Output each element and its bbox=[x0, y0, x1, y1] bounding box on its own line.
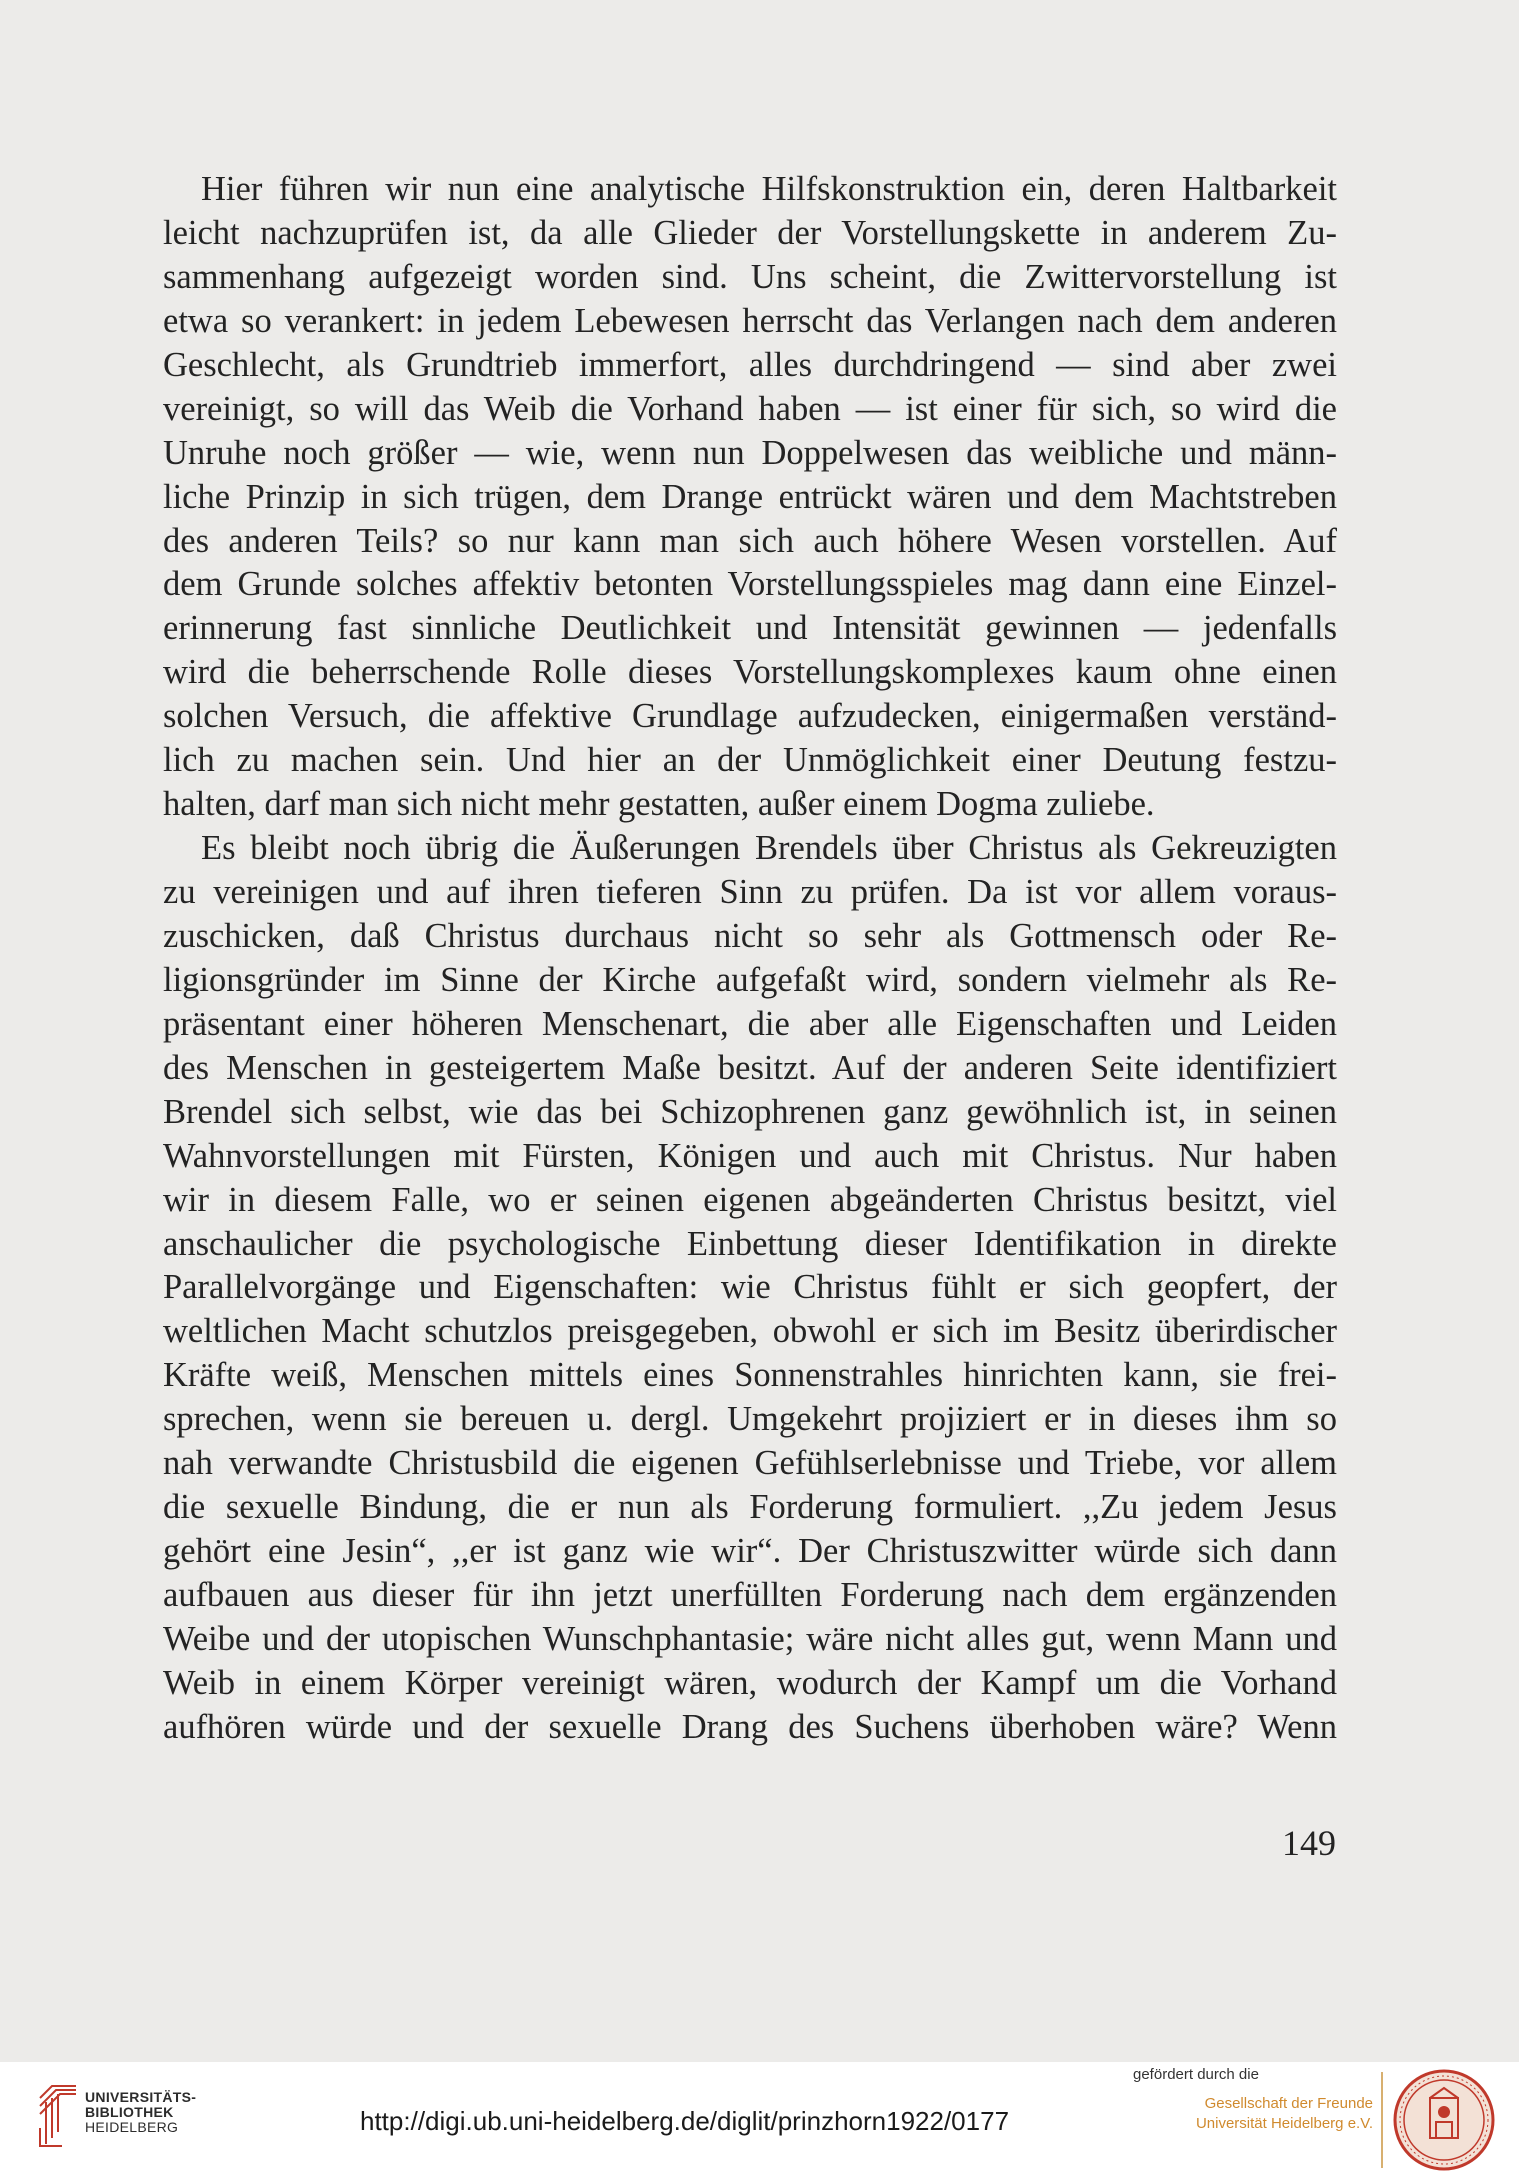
text-line: vereinigt, so will das Weib die Vorhand haben — ist einer für sich, so wird die bbox=[163, 389, 1337, 428]
text-line: sprechen, wenn sie bereuen u. dergl. Umgekehrt projiziert er in dieses ihm so bbox=[163, 1400, 1337, 1439]
text-line: halten, darf man sich nicht mehr gestatten, außer einem Dogma zuliebe. bbox=[163, 785, 1155, 824]
library-name-line: BIBLIOTHEK bbox=[85, 2104, 174, 2120]
text-line: Weibe und der utopischen Wunschphantasie; wäre nicht alles gut, wenn Mann und bbox=[163, 1619, 1337, 1658]
text-line: aufbauen aus dieser für ihn jetzt unerfüllten Forderung nach dem ergänzenden bbox=[163, 1576, 1337, 1614]
text-line: zu vereinigen und auf ihren tieferen Sinn zu prüfen. Da ist vor allem voraus- bbox=[163, 873, 1337, 911]
body-text bbox=[163, 168, 1337, 1750]
text-line: erinnerung fast sinnliche Deutlichkeit und Intensität gewinnen — jedenfalls bbox=[163, 609, 1337, 648]
text-line: etwa so verankert: in jedem Lebewesen herrscht das Verlangen nach dem anderen bbox=[163, 301, 1337, 340]
text-line: sammenhang aufgezeigt worden sind. Uns scheint, die Zwittervorstellung ist bbox=[163, 257, 1337, 296]
text-line: Unruhe noch größer — wie, wenn nun Doppelwesen das weibliche und männ- bbox=[163, 433, 1337, 472]
text-line: liche Prinzip in sich trügen, dem Drange entrückt wären und dem Machtstreben bbox=[163, 477, 1337, 516]
text-line: weltlichen Macht schutzlos preisgegeben, obwohl er sich im Besitz überirdischer bbox=[163, 1312, 1337, 1351]
text-line: Kräfte weiß, Menschen mittels eines Sonnenstrahles hinrichten kann, sie frei- bbox=[163, 1356, 1337, 1395]
text-line: dem Grunde solches affektiv betonten Vorstellungsspieles mag dann eine Einzel- bbox=[163, 565, 1337, 604]
text-line: präsentant einer höheren Menschenart, die aber alle Eigenschaften und Leiden bbox=[163, 1004, 1337, 1043]
text-line: des Menschen in gesteigertem Maße besitzt. Auf der anderen Seite identifiziert bbox=[163, 1048, 1337, 1087]
text-line: solchen Versuch, die affektive Grundlage aufzudecken, einigermaßen verständ- bbox=[163, 697, 1337, 736]
text-line: aufhören würde und der sexuelle Drang des Suchens überhoben wäre? Wenn bbox=[163, 1707, 1337, 1746]
text-line: Geschlecht, als Grundtrieb immerfort, alles durchdringend — sind aber zwei bbox=[163, 345, 1337, 384]
sponsor-name-line: Gesellschaft der Freunde bbox=[1204, 2095, 1373, 2112]
library-name-line: UNIVERSITÄTS- bbox=[85, 2089, 197, 2105]
text-line: nah verwandte Christusbild die eigenen Gefühlserlebnisse und Triebe, vor allem bbox=[163, 1444, 1337, 1483]
text-line: gehört eine Jesin“, ,,er ist ganz wie wir“. Der Christuszwitter würde sich dann bbox=[163, 1532, 1337, 1571]
sponsor-name bbox=[1133, 2094, 1373, 2134]
library-name bbox=[85, 2090, 196, 2135]
text-line: ligionsgründer im Sinne der Kirche aufgefaßt wird, sondern vielmehr als Re- bbox=[163, 960, 1337, 999]
text-line: die sexuelle Bindung, die er nun als Forderung formuliert. ,,Zu jedem Jesus bbox=[163, 1488, 1337, 1527]
text-line: wird die beherrschende Rolle dieses Vorstellungskomplexes kaum ohne einen bbox=[163, 653, 1337, 692]
sponsor-name-line: Universität Heidelberg e.V. bbox=[1195, 2115, 1373, 2132]
library-logo-icon bbox=[36, 2078, 80, 2148]
text-line: Parallelvorgänge und Eigenschaften: wie Christus fühlt er sich geopfert, der bbox=[163, 1268, 1337, 1307]
text-line: zuschicken, daß Christus durchaus nicht so sehr als Gottmensch oder Re- bbox=[163, 916, 1337, 955]
text-line: des anderen Teils? so nur kann man sich auch höhere Wesen vorstellen. Auf bbox=[163, 521, 1337, 560]
text-line: Hier führen wir nun eine analytische Hilfskonstruktion ein, deren Haltbarkeit bbox=[201, 170, 1337, 208]
text-line: Brendel sich selbst, wie das bei Schizophrenen ganz gewöhnlich ist, in seinen bbox=[163, 1092, 1337, 1131]
text-line: lich zu machen sein. Und hier an der Unmöglichkeit einer Deutung festzu- bbox=[163, 741, 1337, 780]
library-name-line: HEIDELBERG bbox=[85, 2119, 179, 2135]
text-line: leicht nachzuprüfen ist, da alle Glieder der Vorstellungskette in anderem Zu- bbox=[163, 213, 1337, 252]
text-line: Es bleibt noch übrig die Äußerungen Brendels über Christus als Gekreuzigten bbox=[201, 829, 1337, 868]
university-seal-icon bbox=[1392, 2068, 1496, 2172]
permalink-url[interactable]: http://digi.ub.uni-heidelberg.de/diglit/prinzhorn1922/0177 bbox=[360, 2106, 1010, 2136]
text-line: wir in diesem Falle, wo er seinen eigenen abgeänderten Christus besitzt, viel bbox=[163, 1180, 1337, 1219]
text-line: Weib in einem Körper vereinigt wären, wodurch der Kampf um die Vorhand bbox=[163, 1663, 1337, 1702]
text-line: anschaulicher die psychologische Einbettung dieser Identifikation in direkte bbox=[163, 1224, 1337, 1263]
text-line: Wahnvorstellungen mit Fürsten, Königen und auch mit Christus. Nur haben bbox=[163, 1136, 1337, 1175]
sponsor-label: gefördert durch die bbox=[1133, 2066, 1259, 2083]
divider bbox=[1381, 2072, 1383, 2168]
page-number: 149 bbox=[1282, 1823, 1336, 1863]
